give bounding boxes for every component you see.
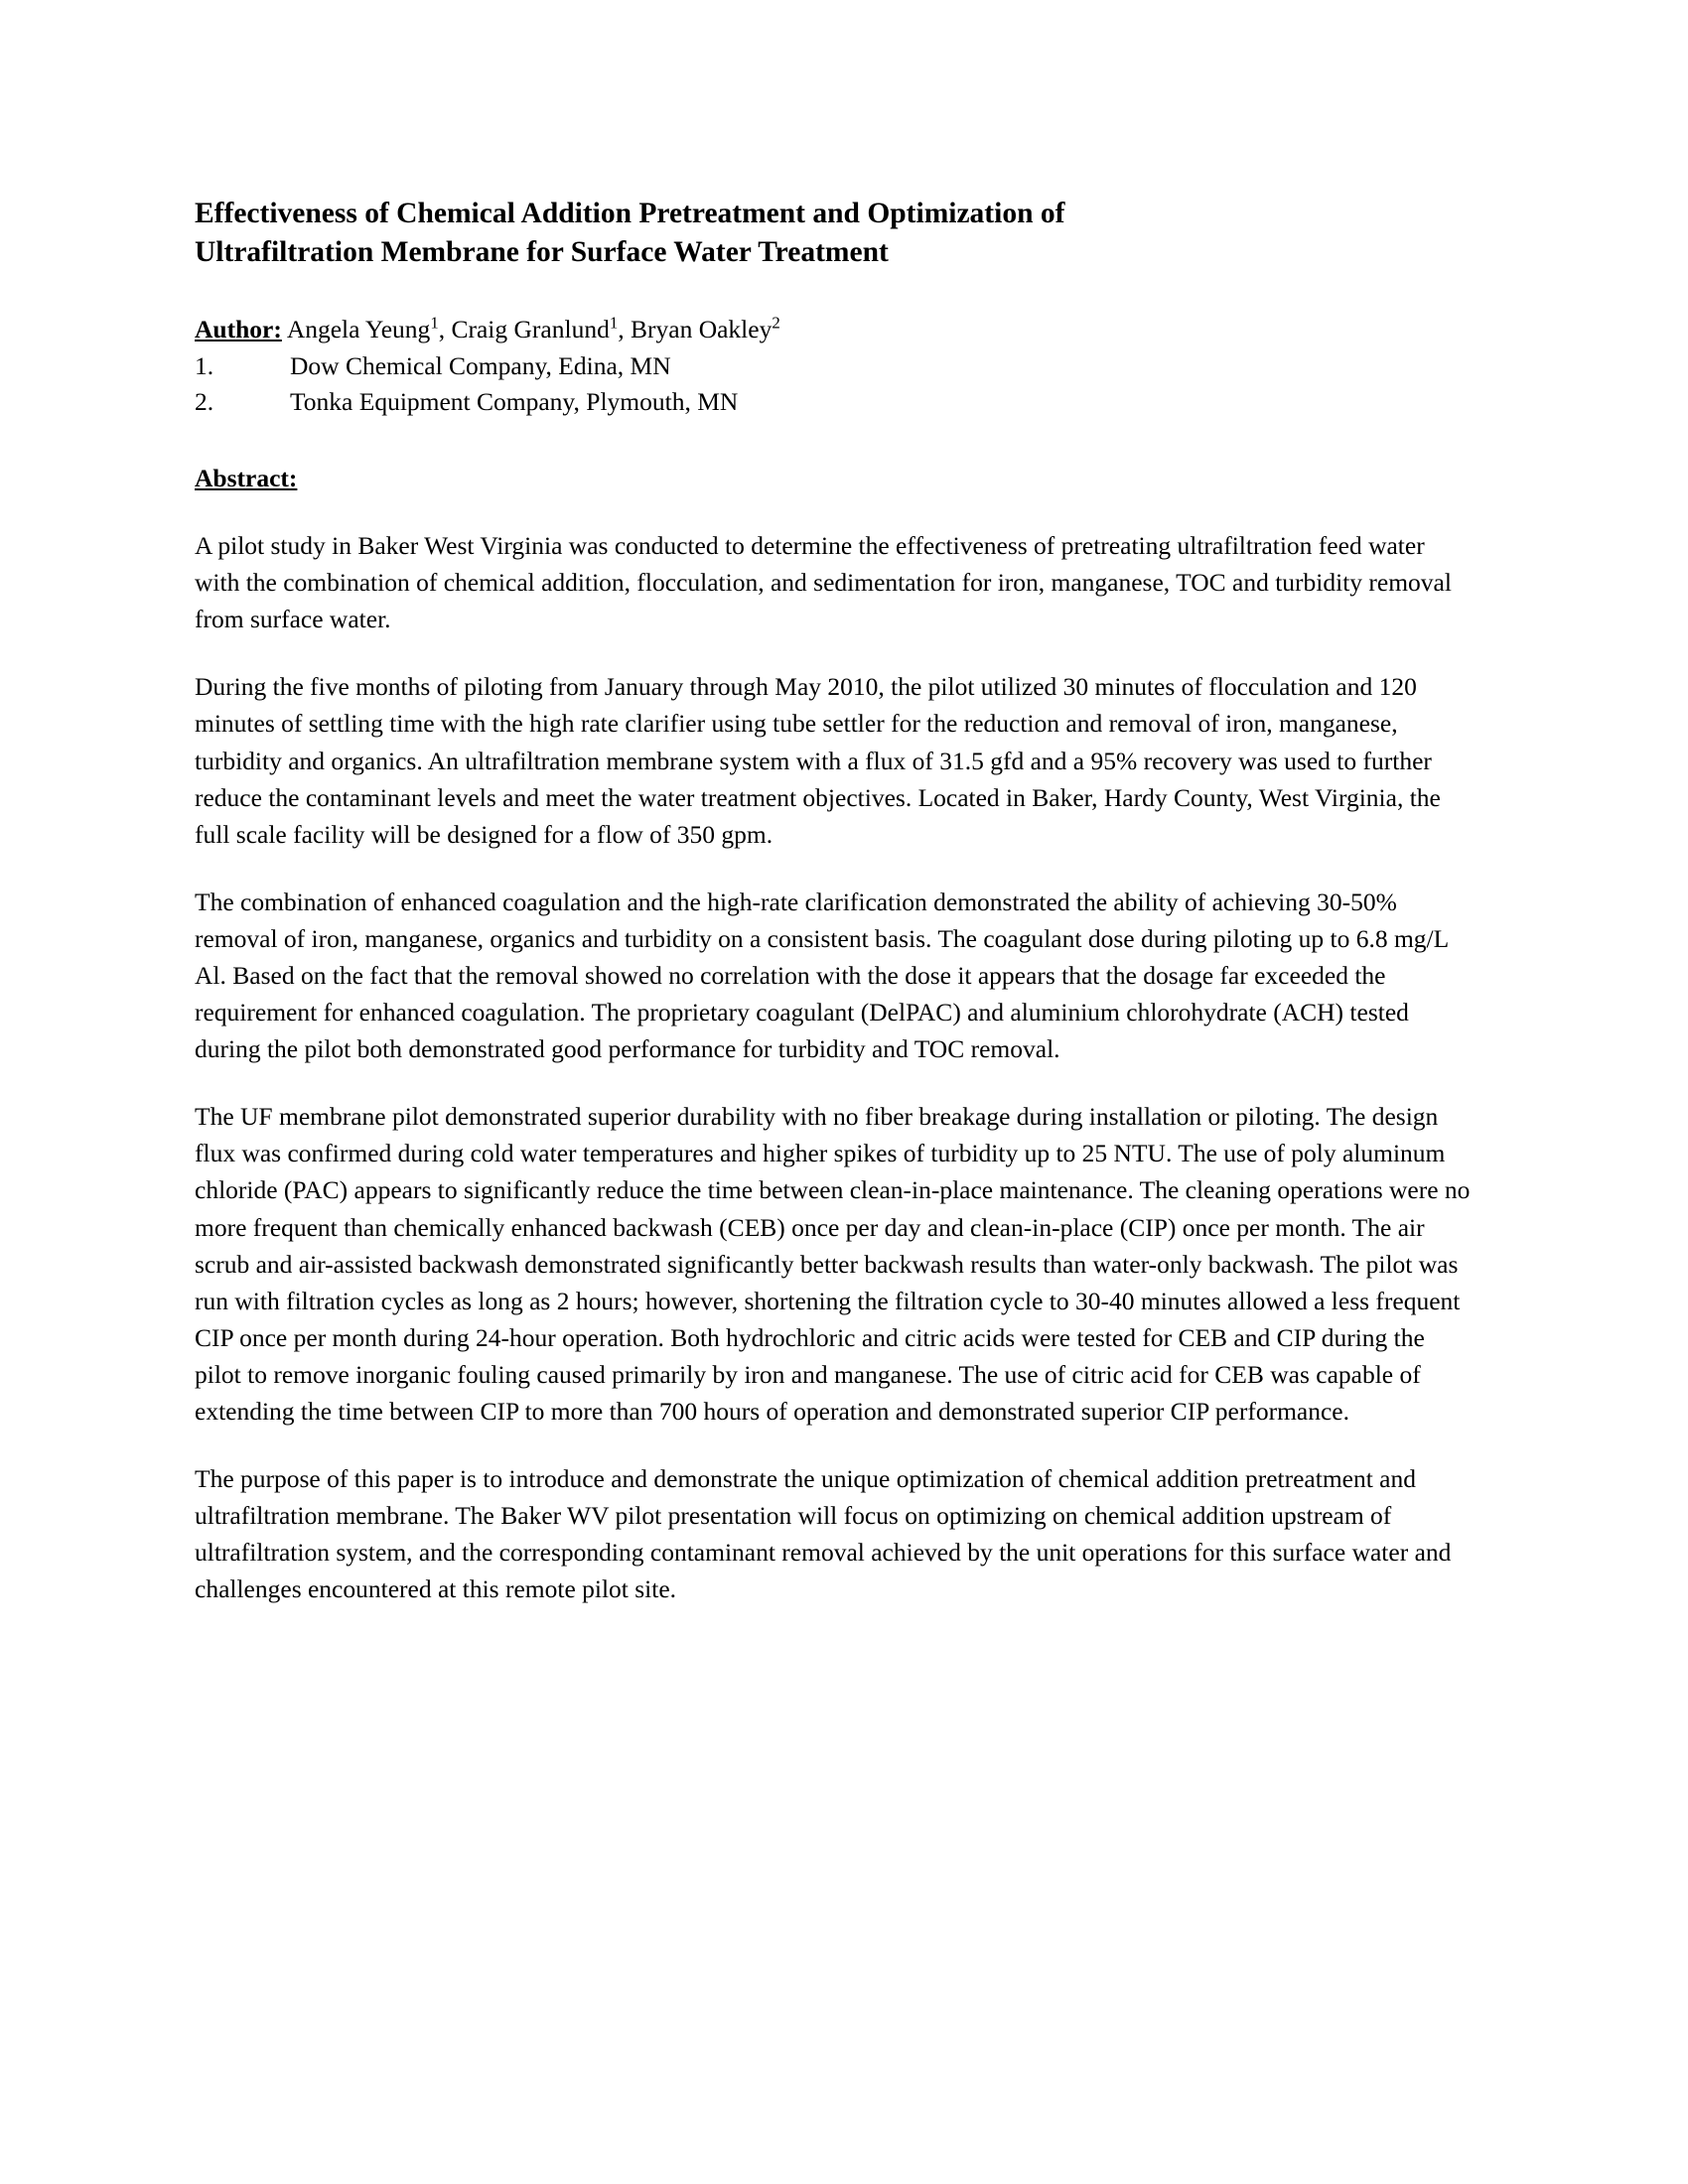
abstract-paragraph: The UF membrane pilot demonstrated superior durability with no fiber breakage during installation or piloting. The design flux was confirmed during cold water temperatures and higher spikes of turbidity up to 25 NTU. The use of poly aluminum chloride (PAC) appears to significantly reduce the time between clean-in-place maintenance. The cleaning operations were no more frequent than chemically enhanced backwash (CEB) once per day and clean-in-place (CIP) once per month. The air scrub and air-assisted backwash demonstrated significantly better backwash results than water-only backwash. The pilot was run with filtration cycles as long as 2 hours; however, shortening the filtration cycle to 30-40 minutes allowed a less frequent CIP once per month during 24-hour operation. Both hydrochloric and citric acids were tested for CEB and CIP during the pilot to remove inorganic fouling caused primarily by iron and manganese. The use of citric acid for CEB was capable of extending the time between CIP to more than 700 hours of operation and demonstrated superior CIP performance. [195,1102,1471,1427]
abstract-paragraph: During the five months of piloting from January through May 2010, the pilot utilized 30 minutes of flocculation and 120 minutes of settling time with the high rate clarifier using tube settler for the reduction and removal of iron, manganese, turbidity and organics. An ultrafiltration membrane system with a flux of 31.5 gfd and a 95% recovery was used to further reduce the contaminant levels and meet the water treatment objectives. Located in Baker, Hardy County, West Virginia, the full scale facility will be designed for a flow of 350 gpm. [195,672,1441,849]
author-block [195,312,1493,420]
author-name-1: Angela Yeung [286,315,431,344]
author-affil-marker-1: 1 [430,313,439,333]
affiliation-text: Tonka Equipment Company, Plymouth, MN [290,386,739,416]
affiliation-text: Dow Chemical Company, Edina, MN [290,350,671,380]
affiliation-number: 2. [195,386,214,416]
author-affil-marker-2: 1 [609,313,619,333]
affiliation-number: 1. [195,350,214,380]
title-line-2: Ultrafiltration Membrane for Surface Water Treatment [195,236,889,269]
author-name-2: , Craig Granlund [438,315,610,344]
abstract-heading: Abstract: [195,464,298,493]
abstract-paragraph: A pilot study in Baker West Virginia was conducted to determine the effectiveness of pretreating ultrafiltration feed water with the combination of chemical addition, flocculation, and sedimentation for iron, manganese, TOC and turbidity removal from surface water. [195,531,1452,634]
author-affil-marker-3: 2 [772,313,780,333]
affiliation-row [195,348,1493,384]
affiliation-row [195,384,1493,420]
abstract-paragraph: The purpose of this paper is to introduce and demonstrate the unique optimization of chemical addition pretreatment and ultrafiltration membrane. The Baker WV pilot presentation will focus on optimizing on chemical addition upstream of ultrafiltration system, and the corresponding contaminant removal achieved by the unit operations for this surface water and challenges encountered at this remote pilot site. [195,1464,1452,1604]
author-name-3: , Bryan Oakley [618,315,773,344]
page-title [195,195,1366,272]
author-label: Author: [195,315,282,344]
abstract-paragraph: The combination of enhanced coagulation and the high-rate clarification demonstrated the ability of achieving 30-50% removal of iron, manganese, organics and turbidity on a consistent basis. The coagulant dose during piloting up to 6.8 mg/L Al. Based on the fact that the removal showed no correlation with the dose it appears that the dosage far exceeded the requirement for enhanced coagulation. The proprietary coagulant (DelPAC) and aluminium chlorohydrate (ACH) tested during the pilot both demonstrated good performance for turbidity and TOC removal. [195,887,1449,1064]
author-line [195,312,1493,347]
title-line-1: Effectiveness of Chemical Addition Pretreatment and Optimization of [195,198,1065,229]
